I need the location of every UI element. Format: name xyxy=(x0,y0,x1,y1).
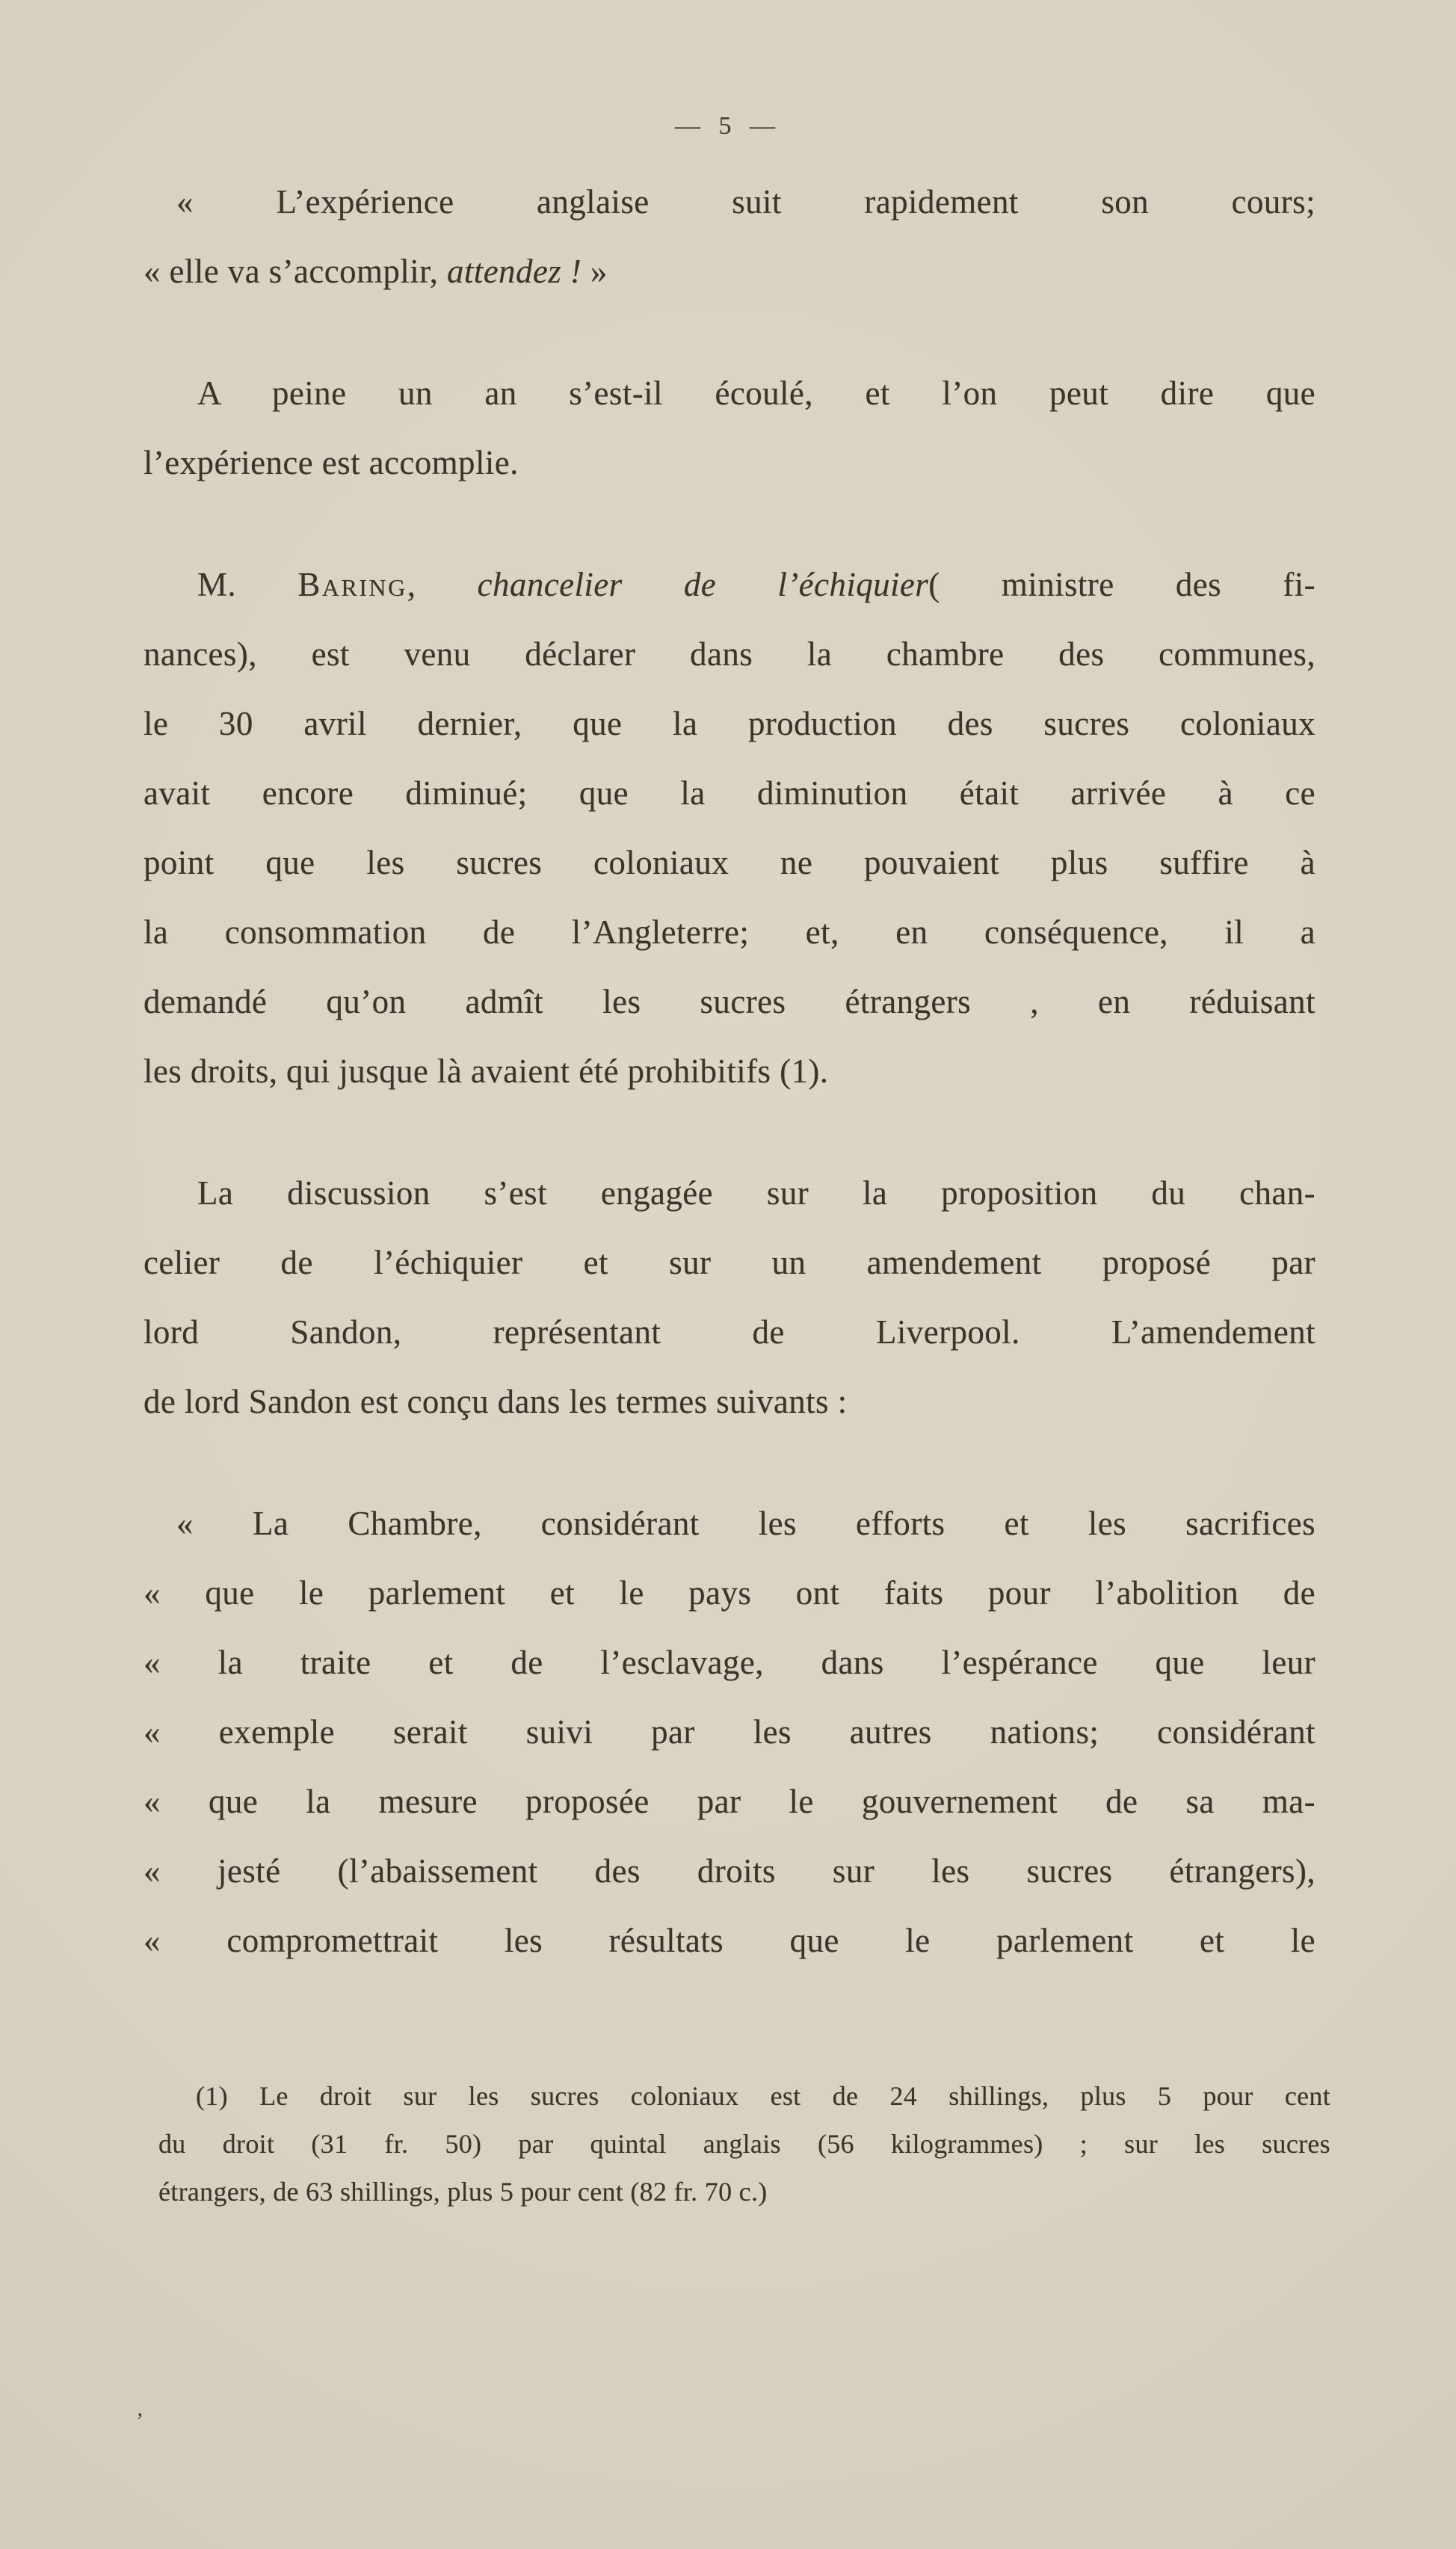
text-line: avait encore diminué; que la diminution était arrivée à ce xyxy=(144,774,1315,812)
text-line: La discussion s’est engagée sur la proposition du chan- xyxy=(197,1174,1315,1212)
footnote xyxy=(158,2072,1330,2216)
page-body xyxy=(144,167,1315,2028)
text-segment-italic: chancelier de l’échiquier xyxy=(477,566,929,603)
text-segment: M. xyxy=(197,566,298,603)
text-line: point que les sucres coloniaux ne pouvaient plus suffire à xyxy=(144,844,1315,881)
text-line: « exemple serait suivi par les autres nations; considérant xyxy=(144,1713,1315,1751)
text-line: nances), est venu déclarer dans la chambre des communes, xyxy=(144,635,1315,673)
text-line: demandé qu’on admît les sucres étrangers , en réduisant xyxy=(144,983,1315,1020)
text-segment-smallcaps: Baring xyxy=(297,566,407,603)
text-segment-italic: attendez ! xyxy=(446,253,582,290)
text-line: « jesté (l’abaissement des droits sur les sucres étrangers), xyxy=(144,1852,1315,1890)
text-line: l’expérience est accomplie. xyxy=(144,444,519,481)
text-line: « que la mesure proposée par le gouvernement de sa ma- xyxy=(144,1783,1315,1820)
text-line: les droits, qui jusque là avaient été prohibitifs (1). xyxy=(144,1052,829,1090)
paragraph-a-peine xyxy=(144,359,1315,498)
paragraph-amendement-quote xyxy=(144,1489,1315,1976)
text-line: « L’expérience anglaise suit rapidement son cours; xyxy=(176,183,1315,221)
text-line: le 30 avril dernier, que la production des sucres coloniaux xyxy=(144,705,1315,742)
footnote-line: du droit (31 fr. 50) par quintal anglais (56 kilogrammes) ; sur les sucres xyxy=(158,2129,1330,2159)
text-segment: , xyxy=(407,566,478,603)
paragraph-quote-intro xyxy=(144,167,1315,306)
printers-mark: ’ xyxy=(136,2408,144,2433)
text-line: la consommation de l’Angleterre; et, en conséquence, il a xyxy=(144,913,1315,951)
text-line: « la traite et de l’esclavage, dans l’espérance que leur xyxy=(144,1644,1315,1681)
footnote-line: étrangers, de 63 shillings, plus 5 pour cent (82 fr. 70 c.) xyxy=(158,2177,768,2207)
text-line: « que le parlement et le pays ont faits pour l’abolition de xyxy=(144,1574,1315,1612)
text-line: de lord Sandon est conçu dans les termes suivants : xyxy=(144,1383,848,1420)
text-segment: « elle va s’accomplir, xyxy=(144,253,447,290)
text-segment: ( ministre des fi- xyxy=(928,566,1315,603)
text-line: lord Sandon, représentant de Liverpool. L’amendement xyxy=(144,1313,1315,1351)
text-line: « La Chambre, considérant les efforts et les sacrifices xyxy=(176,1505,1315,1542)
text-line: A peine un an s’est-il écoulé, et l’on peut dire que xyxy=(197,375,1315,412)
paragraph-baring xyxy=(144,550,1315,1106)
text-segment: » xyxy=(582,253,608,290)
footnote-line: (1) Le droit sur les sucres coloniaux est de 24 shillings, plus 5 pour cent xyxy=(196,2081,1330,2111)
paragraph-discussion xyxy=(144,1159,1315,1437)
text-line: « compromettrait les résultats que le parlement et le xyxy=(144,1922,1315,1959)
page-number: — 5 — xyxy=(675,112,781,140)
text-line xyxy=(144,550,1315,620)
text-line: celier de l’échiquier et sur un amendement proposé par xyxy=(144,1244,1315,1281)
text-line xyxy=(144,237,1315,306)
